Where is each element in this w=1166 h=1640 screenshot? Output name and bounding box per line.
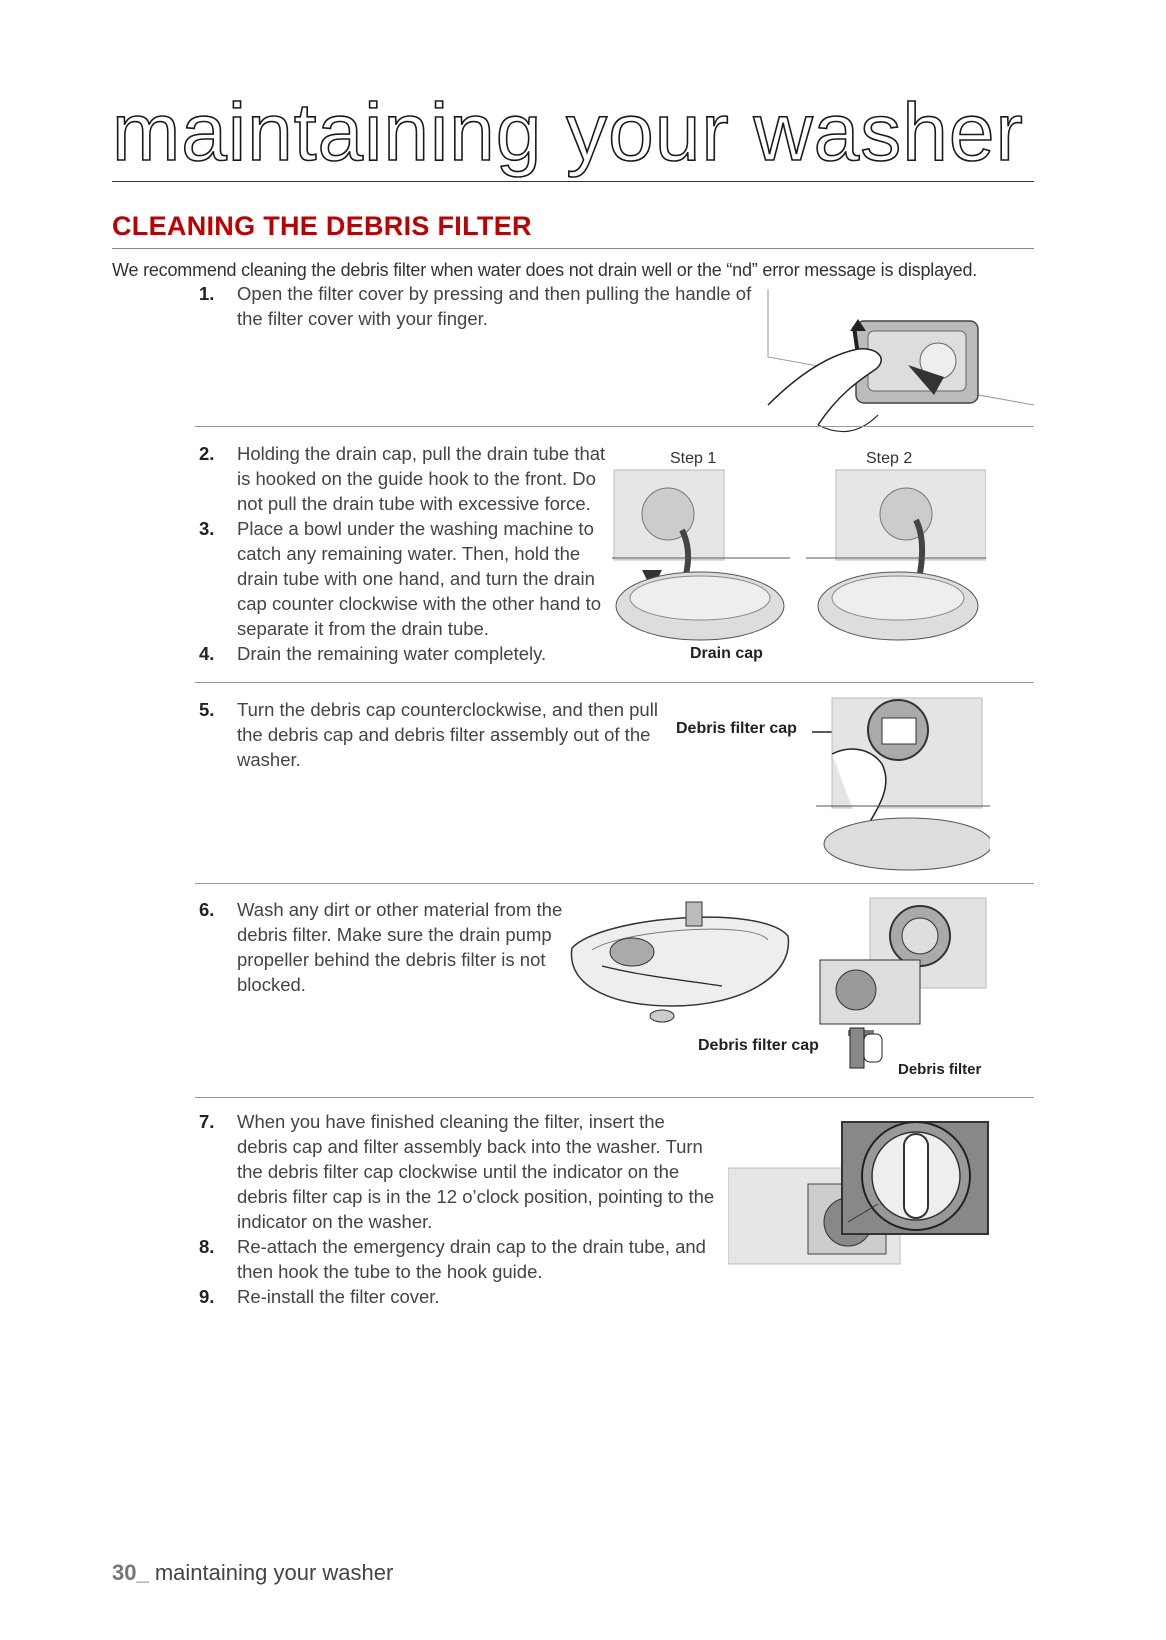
step-text: Wash any dirt or other material from the debris filter. Make sure the drain pump propeller behind the debris filter is not blocked.	[237, 899, 563, 995]
step-item	[195, 697, 665, 772]
step-item	[195, 1234, 715, 1284]
drain-cap-step1-illustration	[612, 440, 790, 650]
filter-cover-illustration	[758, 285, 1034, 445]
step-text: Re-attach the emergency drain cap to the drain tube, and then hook the tube to the hook guide.	[237, 1236, 706, 1282]
step-number: 7.	[199, 1111, 215, 1132]
step2-label: Step 2	[866, 450, 913, 467]
step-item	[195, 897, 575, 997]
debris-cap-removal-illustration	[812, 694, 990, 872]
step-number: 5.	[199, 699, 215, 720]
divider	[195, 426, 1034, 427]
step-number: 9.	[199, 1286, 215, 1307]
step-text: When you have finished cleaning the filter, insert the debris cap and filter assembly back into the washer. Turn the debris filter cap clockwise until the indicator on the debris filter cap is in the 12 o’clock position, pointing to the indicator on the washer.	[237, 1111, 715, 1232]
divider	[195, 883, 1034, 884]
steps-block-2	[195, 441, 615, 666]
intro-text: We recommend cleaning the debris filter when water does not drain well or the “nd” error message is displayed.	[112, 260, 978, 280]
step-item	[195, 281, 775, 331]
step-number: 1.	[199, 283, 215, 304]
debris-filter-parts-illustration	[790, 896, 988, 1036]
step-number: 3.	[199, 518, 215, 539]
step-text: Place a bowl under the washing machine to catch any remaining water. Then, hold the drain tube with one hand, and turn the drain cap counter clockwise with the other hand to separate it from the drain tube.	[237, 518, 602, 639]
steps-block-5	[195, 1109, 715, 1309]
step-number: 8.	[199, 1236, 215, 1257]
step-text: Re-install the filter cover.	[237, 1286, 440, 1307]
step-number: 2.	[199, 443, 215, 464]
debris-cap-reinstall-illustration	[728, 1118, 990, 1276]
step-text: Open the filter cover by pressing and then pulling the handle of the filter cover with your finger.	[237, 283, 752, 329]
step-item	[195, 641, 615, 666]
section-title: CLEANING THE DEBRIS FILTER	[112, 211, 532, 241]
debris-filter-cap-part-icon	[828, 1026, 888, 1076]
steps-block-4	[195, 897, 575, 997]
step-item	[195, 1109, 715, 1234]
step-number: 4.	[199, 643, 215, 664]
chapter-title: maintaining your washer	[112, 87, 1024, 178]
step-item	[195, 441, 615, 516]
step-text: Holding the drain cap, pull the drain tube that is hooked on the guide hook to the front. Do not pull the drain tube with excessive force.	[237, 443, 606, 514]
divider	[195, 682, 1034, 683]
divider	[195, 1097, 1034, 1098]
step-item	[195, 1284, 715, 1309]
drain-cap-step2-illustration	[806, 440, 986, 650]
step1-label: Step 1	[670, 450, 717, 467]
chapter-rule	[112, 181, 1034, 182]
debris-filter-cap-callout-2: Debris filter cap	[698, 1037, 819, 1054]
step-number: 6.	[199, 899, 215, 920]
page-footer	[112, 1560, 393, 1586]
footer-title: maintaining your washer	[154, 1560, 394, 1585]
debris-filter-callout: Debris filter	[898, 1061, 982, 1078]
step-item	[195, 516, 615, 641]
step-text: Turn the debris cap counterclockwise, and then pull the debris cap and debris filter assembly out of the washer.	[237, 699, 658, 770]
step-text: Drain the remaining water completely.	[237, 643, 547, 664]
steps-block-1	[195, 281, 775, 331]
drain-cap-callout: Drain cap	[690, 645, 763, 662]
page-number: 30_	[112, 1560, 149, 1585]
debris-filter-cap-callout: Debris filter cap	[676, 720, 797, 737]
section-rule	[112, 248, 1034, 249]
sink-washing-illustration	[562, 896, 794, 1028]
steps-block-3	[195, 697, 665, 772]
